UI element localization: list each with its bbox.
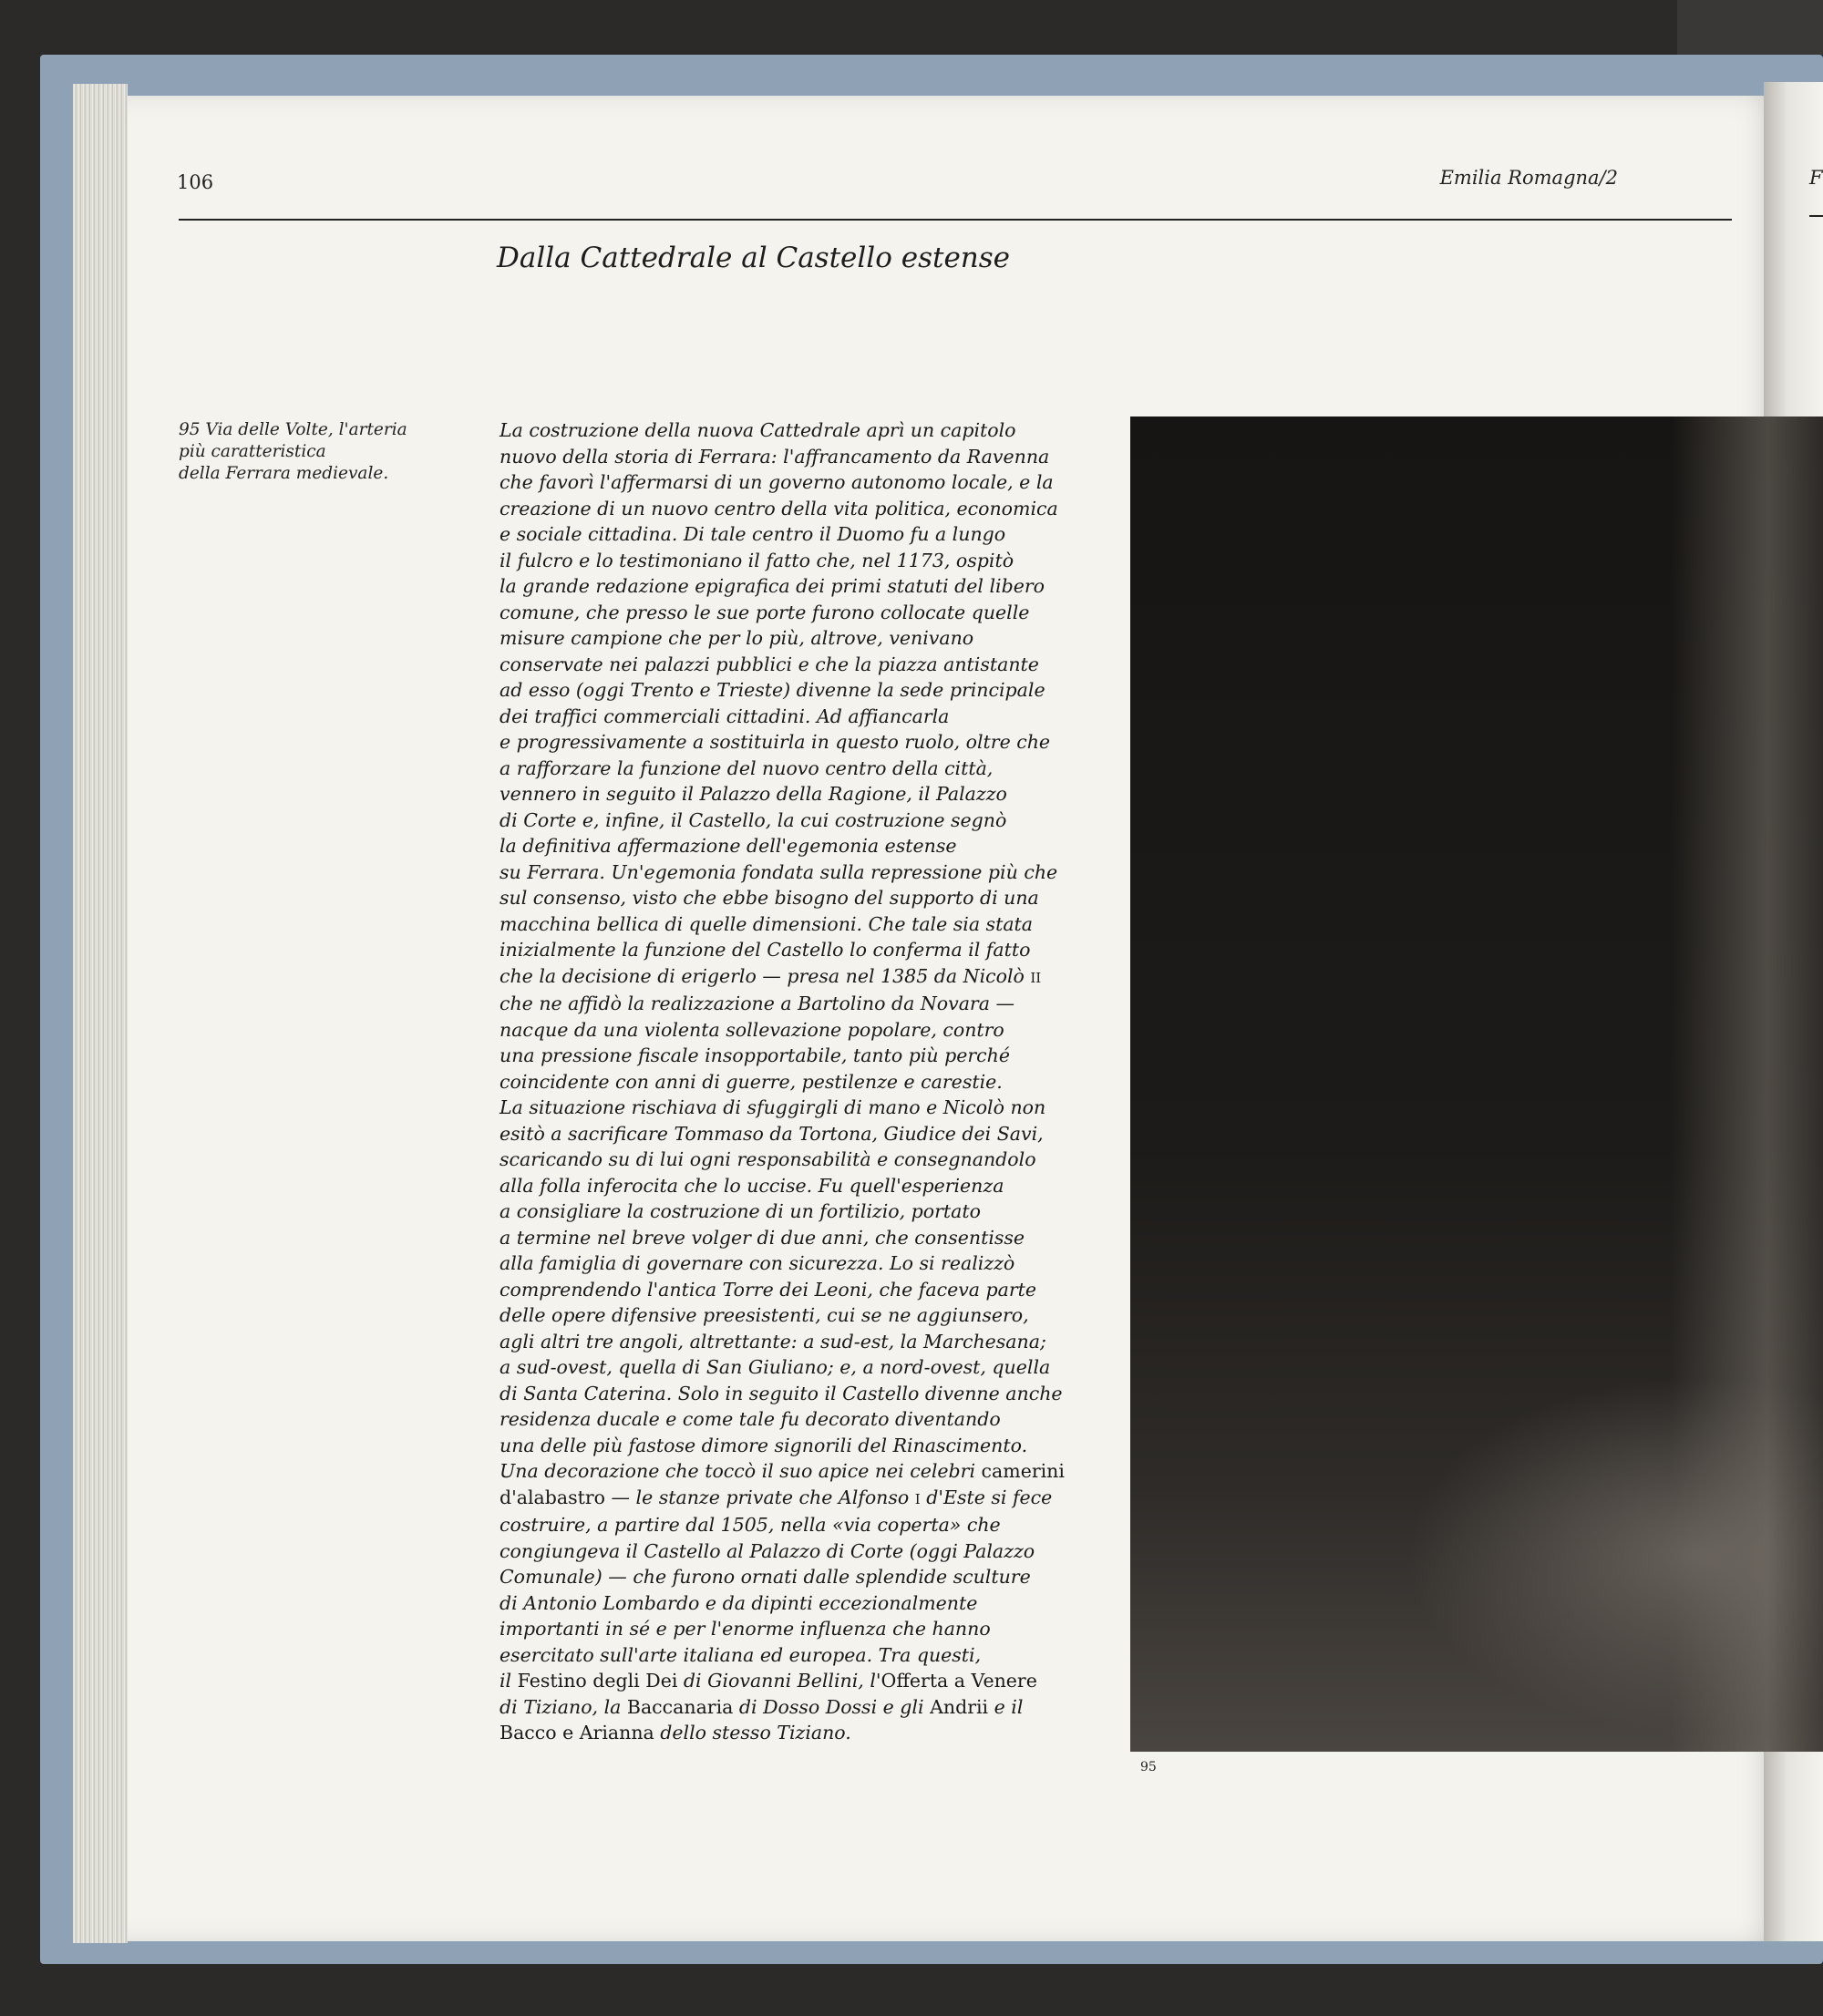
body-line	[500, 756, 1119, 782]
body-line	[500, 963, 1119, 992]
body-segment: costruire, a partire dal 1505, nella «via coperta» che	[500, 1514, 1001, 1536]
body-segment: importanti in sé e per l'enorme influenza che hanno	[500, 1618, 991, 1640]
body-segment: conservate nei palazzi pubblici e che la piazza antistante	[500, 653, 1039, 675]
caption-line: della Ferrara medievale.	[179, 464, 389, 483]
body-line	[500, 469, 1119, 496]
body-line	[500, 859, 1119, 886]
body-segment: misure campione che per lo più, altrove, venivano	[500, 627, 974, 649]
body-line	[500, 600, 1119, 626]
page-number: 106	[177, 171, 214, 193]
body-segment: inizialmente la funzione del Castello lo conferma il fatto	[500, 939, 1031, 961]
body-line	[500, 1225, 1119, 1251]
body-segment: nacque da una violenta sollevazione popolare, contro	[500, 1018, 1004, 1041]
body-segment: di Dosso Dossi e gli	[733, 1695, 931, 1718]
body-segment: che favorì l'affermarsi di un governo autonomo locale, e la	[500, 471, 1054, 493]
body-segment: la definitiva affermazione dell'egemonia estense	[500, 835, 957, 857]
body-line	[500, 417, 1119, 444]
figure-number: 95	[1140, 1760, 1157, 1774]
body-segment: vennero in seguito il Palazzo della Ragione, il Palazzo	[500, 783, 1007, 805]
body-segment: residenza ducale e come tale fu decorato diventando	[500, 1408, 1001, 1430]
body-line	[500, 548, 1119, 574]
body-segment: il	[500, 1670, 518, 1692]
body-segment: Offerta a Venere	[881, 1670, 1037, 1692]
body-line	[500, 1485, 1119, 1513]
body-segment: alla folla inferocita che lo uccise. Fu quell'esperienza	[500, 1174, 1004, 1197]
body-segment: comprendendo l'antica Torre dei Leoni, che faceva parte	[500, 1278, 1037, 1301]
figure-caption	[179, 419, 479, 485]
body-segment: e sociale cittadina. Di tale centro il Duomo fu a lungo	[500, 523, 1006, 545]
body-line	[500, 1147, 1119, 1173]
body-line	[500, 677, 1119, 704]
body-line	[500, 911, 1119, 938]
body-line	[500, 991, 1119, 1017]
body-segment: creazione di un nuovo centro della vita politica, economica	[500, 497, 1058, 519]
body-line	[500, 1121, 1119, 1147]
body-segment: d'alabastro	[500, 1486, 606, 1508]
header-rule	[179, 219, 1732, 221]
running-head-next-page: F	[1809, 167, 1823, 189]
body-segment: a sud-ovest, quella di San Giuliano; e, a nord-ovest, quella	[500, 1356, 1051, 1378]
body-line	[500, 781, 1119, 807]
body-line	[500, 1069, 1119, 1095]
body-line	[500, 1250, 1119, 1277]
body-line	[500, 1458, 1119, 1485]
caption-line: 95 Via delle Volte, l'arteria	[179, 420, 407, 439]
body-line	[500, 885, 1119, 911]
header-rule-next-page	[1809, 215, 1823, 217]
body-segment: La costruzione della nuova Cattedrale aprì un capitolo	[500, 419, 1016, 441]
body-segment: e il	[988, 1695, 1024, 1718]
body-line	[500, 1694, 1119, 1721]
body-segment: congiungeva il Castello al Palazzo di Corte (oggi Palazzo	[500, 1539, 1035, 1562]
body-line	[500, 1043, 1119, 1069]
body-segment: Baccanaria	[626, 1695, 734, 1718]
body-segment: d'Este si fece	[920, 1486, 1053, 1508]
body-segment: che ne affidò la realizzazione a Bartolino da Novara —	[500, 993, 1014, 1014]
body-segment: Festino degli Dei	[517, 1670, 678, 1692]
body-line	[500, 937, 1119, 963]
body-line	[500, 1277, 1119, 1303]
body-line	[500, 1329, 1119, 1355]
body-segment: scaricando su di lui ogni responsabilità e consegnandolo	[500, 1148, 1036, 1170]
body-segment: a consigliare la costruzione di un fortilizio, portato	[500, 1200, 981, 1222]
body-segment: alla famiglia di governare con sicurezza. Lo si realizzò	[500, 1252, 1015, 1274]
body-line	[500, 1564, 1119, 1590]
body-segment: esercitato sull'arte italiana ed europea. Tra questi,	[500, 1643, 982, 1666]
body-segment: a termine nel breve volger di due anni, che consentisse	[500, 1226, 1025, 1249]
body-line	[500, 1616, 1119, 1642]
body-line	[500, 1173, 1119, 1199]
body-segment: ad esso (oggi Trento e Trieste) divenne la sede principale	[500, 679, 1045, 701]
body-segment: Una decorazione che toccò il suo apice nei celebri	[500, 1460, 982, 1482]
body-line	[500, 1668, 1119, 1694]
body-segment: di Santa Caterina. Solo in seguito il Castello divenne anche	[500, 1382, 1063, 1404]
body-text	[500, 417, 1119, 1746]
body-line	[500, 1720, 1119, 1746]
body-segment: il fulcro e lo testimoniano il fatto che, nel 1173, ospitò	[500, 549, 1014, 571]
body-segment: esitò a sacrificare Tommaso da Tortona, Giudice dei Savi,	[500, 1122, 1044, 1145]
running-head: Emilia Romagna/2	[1439, 167, 1618, 189]
page-stack-edges	[73, 84, 128, 1943]
body-segment: — le stanze private che Alfonso	[605, 1486, 915, 1508]
body-line	[500, 1512, 1119, 1538]
section-title: Dalla Cattedrale al Castello estense	[497, 242, 1011, 274]
body-line	[500, 1095, 1119, 1121]
body-line	[500, 625, 1119, 652]
body-line	[500, 496, 1119, 522]
body-segment: I	[914, 1490, 921, 1507]
body-line	[500, 521, 1119, 548]
body-segment: Bacco e Arianna	[500, 1722, 654, 1743]
body-segment: nuovo della storia di Ferrara: l'affrancamento da Ravenna	[500, 445, 1050, 468]
body-line	[500, 1198, 1119, 1225]
body-line	[500, 444, 1119, 470]
body-segment: a rafforzare la funzione del nuovo centro della città,	[500, 756, 994, 779]
body-line	[500, 652, 1119, 678]
body-segment: che la decisione di erigerlo — presa nel 1385 da Nicolò	[500, 964, 1031, 987]
body-segment: camerini	[981, 1460, 1065, 1482]
body-line	[500, 1642, 1119, 1669]
body-segment: una delle più fastose dimore signorili del Rinascimento.	[500, 1434, 1028, 1456]
body-segment: una pressione fiscale insopportabile, tanto più perché	[500, 1044, 1010, 1066]
body-line	[500, 729, 1119, 756]
body-segment: macchina bellica di quelle dimensioni. Che tale sia stata	[500, 912, 1034, 935]
body-segment: coincidente con anni di guerre, pestilenze e carestie.	[500, 1070, 1003, 1093]
body-segment: II	[1030, 969, 1042, 986]
body-segment: di Giovanni Bellini, l'	[677, 1670, 881, 1692]
body-line	[500, 1017, 1119, 1044]
body-segment: e progressivamente a sostituirla in questo ruolo, oltre che	[500, 731, 1051, 753]
body-line	[500, 1381, 1119, 1407]
body-line	[500, 1433, 1119, 1459]
body-segment: sul consenso, visto che ebbe bisogno del supporto di una	[500, 887, 1039, 909]
body-segment: dei traffici commerciali cittadini. Ad affiancarla	[500, 705, 950, 727]
body-segment: dello stesso Tiziano.	[654, 1722, 851, 1743]
figure-photo-shading	[1130, 417, 1823, 1752]
body-segment: Comunale) — che furono ornati dalle splendide sculture	[500, 1566, 1031, 1588]
background-corner	[1677, 0, 1823, 55]
body-segment: agli altri tre angoli, altrettante: a sud-est, la Marchesana;	[500, 1330, 1046, 1353]
body-line	[500, 833, 1119, 859]
body-line	[500, 704, 1119, 730]
body-line	[500, 1406, 1119, 1433]
body-segment: comune, che presso le sue porte furono collocate quelle	[500, 601, 1030, 623]
body-line	[500, 807, 1119, 834]
body-segment: La situazione rischiava di sfuggirgli di mano e Nicolò non	[500, 1096, 1046, 1118]
body-segment: Andrii	[930, 1695, 989, 1718]
body-line	[500, 1538, 1119, 1565]
body-segment: di Antonio Lombardo e da dipinti eccezionalmente	[500, 1591, 978, 1614]
body-segment: su Ferrara. Un'egemonia fondata sulla repressione più che	[500, 860, 1058, 883]
body-line	[500, 1354, 1119, 1381]
body-segment: di Tiziano, la	[500, 1695, 627, 1718]
body-line	[500, 1590, 1119, 1617]
body-line	[500, 573, 1119, 600]
body-line	[500, 1302, 1119, 1329]
body-segment: la grande redazione epigrafica dei primi statuti del libero	[500, 575, 1045, 597]
body-segment: delle opere difensive preesistenti, cui se ne aggiunsero,	[500, 1304, 1029, 1326]
body-segment: di Corte e, infine, il Castello, la cui costruzione segnò	[500, 808, 1007, 831]
caption-line: più caratteristica	[179, 442, 326, 461]
